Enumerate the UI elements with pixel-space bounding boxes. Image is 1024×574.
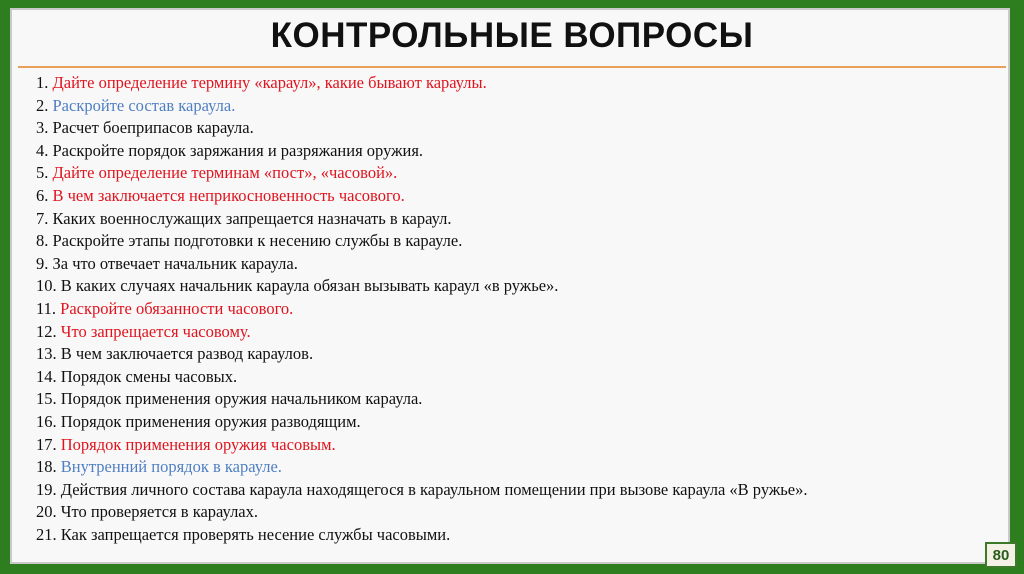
- question-item: [36, 321, 976, 344]
- question-number: 19.: [36, 479, 57, 499]
- question-text: Порядок применения оружия разводящим.: [60, 411, 361, 431]
- question-number: 11.: [36, 298, 57, 318]
- question-text: Что проверяется в караулах.: [60, 502, 259, 522]
- question-number: 20.: [36, 502, 57, 522]
- question-item: [36, 72, 976, 95]
- title-bar: [18, 6, 1006, 68]
- question-number: 6.: [36, 185, 49, 205]
- question-text: В чем заключается развод караулов.: [60, 344, 314, 364]
- page-number-badge: [985, 542, 1017, 568]
- question-number: 8.: [36, 231, 49, 251]
- question-number: 7.: [36, 208, 49, 228]
- question-item: [36, 434, 976, 457]
- question-text: Раскройте обязанности часового.: [60, 298, 294, 318]
- question-text: Порядок смены часовых.: [60, 366, 238, 386]
- question-item: [36, 479, 976, 502]
- question-number: 21.: [36, 524, 57, 544]
- question-number: 17.: [36, 434, 57, 454]
- question-number: 1.: [36, 73, 49, 92]
- question-item: [36, 343, 976, 366]
- question-item: [36, 388, 976, 411]
- question-item: [36, 366, 976, 389]
- page-number: 80: [992, 546, 1010, 564]
- question-item: [36, 411, 976, 434]
- question-number: 16.: [36, 411, 57, 431]
- question-number: 5.: [36, 163, 49, 183]
- question-text: В каких случаях начальник караула обязан вызывать караул «в ружье».: [60, 276, 559, 296]
- question-text: Дайте определение терминам «пост», «часовой».: [52, 163, 398, 183]
- question-text: Внутренний порядок в карауле.: [60, 457, 282, 477]
- questions-list: [36, 72, 976, 546]
- question-item: [36, 140, 976, 163]
- question-text: В чем заключается неприкосновенность часового.: [52, 185, 405, 205]
- question-text: Раскройте состав караула.: [52, 95, 236, 115]
- question-text: Каких военнослужащих запрещается назначать в караул.: [52, 208, 452, 228]
- question-item: [36, 185, 976, 208]
- question-item: [36, 253, 976, 276]
- question-item: [36, 275, 976, 298]
- question-item: [36, 208, 976, 231]
- question-text: Как запрещается проверять несение службы часовыми.: [60, 524, 451, 544]
- question-number: 13.: [36, 344, 57, 364]
- question-item: [36, 501, 976, 524]
- question-number: 3.: [36, 118, 49, 138]
- question-number: 4.: [36, 140, 49, 160]
- question-text: Действия личного состава караула находящегося в караульном помещении при вызове караула «В ружье».: [60, 479, 808, 499]
- question-item: [36, 524, 976, 547]
- question-text: Раскройте порядок заряжания и разряжания оружия.: [52, 140, 424, 160]
- question-item: [36, 456, 976, 479]
- question-item: [36, 230, 976, 253]
- question-number: 15.: [36, 389, 57, 409]
- question-number: 10.: [36, 276, 57, 296]
- question-number: 12.: [36, 321, 57, 341]
- slide-title: КОНТРОЛЬНЫЕ ВОПРОСЫ: [270, 16, 754, 55]
- question-number: 2.: [36, 95, 49, 115]
- question-number: 9.: [36, 253, 49, 273]
- question-text: Расчет боеприпасов караула.: [52, 118, 254, 138]
- question-number: 18.: [36, 457, 57, 477]
- question-text: Порядок применения оружия начальником караула.: [60, 389, 423, 409]
- question-number: 14.: [36, 366, 57, 386]
- question-text: Раскройте этапы подготовки к несению службы в карауле.: [52, 231, 463, 251]
- question-item: [36, 117, 976, 140]
- question-item: [36, 298, 976, 321]
- question-item: [36, 95, 976, 118]
- question-text: Порядок применения оружия часовым.: [60, 434, 336, 454]
- question-text: Дайте определение термину «караул», какие бывают караулы.: [52, 73, 487, 92]
- question-text: За что отвечает начальник караула.: [52, 253, 298, 273]
- question-item: [36, 162, 976, 185]
- question-text: Что запрещается часовому.: [60, 321, 251, 341]
